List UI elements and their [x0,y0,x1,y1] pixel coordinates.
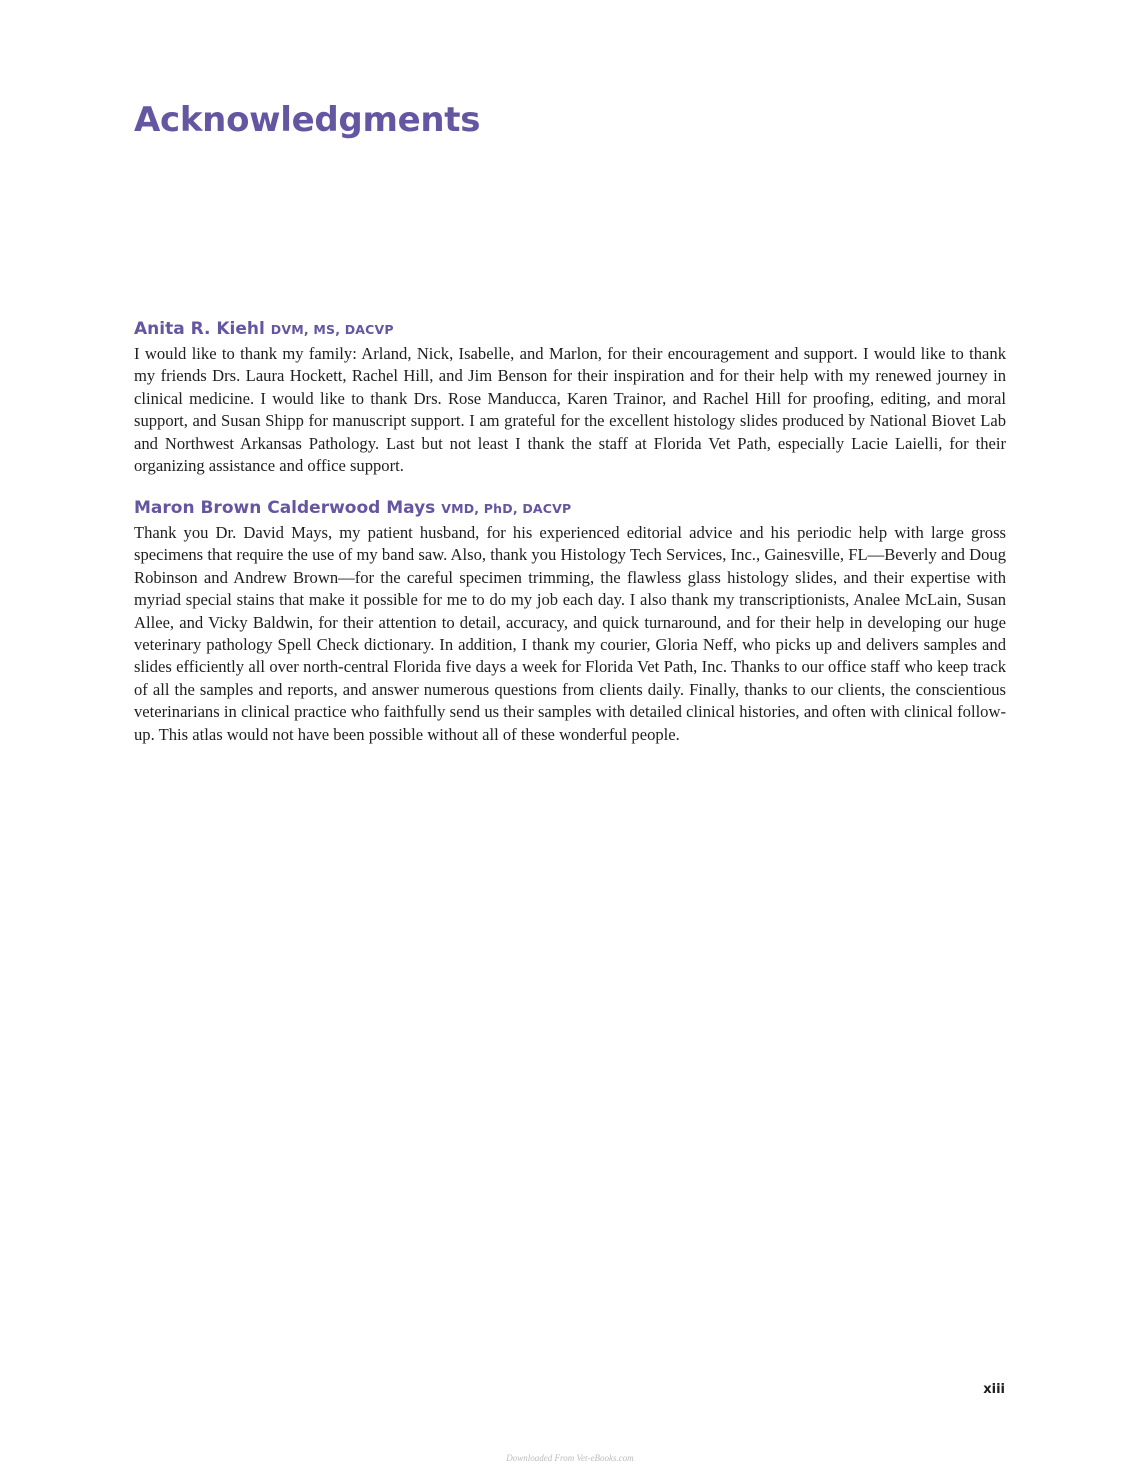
acknowledgment-section-kiehl [134,318,1006,477]
author-name: Maron Brown Calderwood Mays [134,498,436,518]
author-credentials: DVM, MS, DACVP [270,322,394,337]
acknowledgment-section-mays [134,497,1006,746]
author-heading [134,497,1006,520]
acknowledgment-paragraph: Thank you Dr. David Mays, my patient husband, for his experienced editorial advice and his periodic help with large gross specimens that require the use of my band saw. Also, thank you Histology Tech Services, Inc., Gainesville, FL—Beverly and Doug Robinson and Andrew Brown—for the careful specimen trimming, the flawless glass histology slides, and their expertise with myriad special stains that make it possible for me to do my job each day. I also thank my transcriptionists, Analee McLain, Susan Allee, and Vicky Baldwin, for their attention to detail, accuracy, and quick turnaround, and for their help in developing our huge veterinary pathology Spell Check dictionary. In addition, I thank my courier, Gloria Neff, who picks up and delivers samples and slides efficiently all over north-central Florida five days a week for Florida Vet Path, Inc. Thanks to our office staff who keep track of all the samples and reports, and answer numerous questions from clients daily. Finally, thanks to our clients, the conscientious veterinarians in clinical practice who faithfully send us their samples with detailed clinical histories, and often with clinical follow-up. This atlas would not have been possible without all of these wonderful people. [134,523,1006,744]
author-name: Anita R. Kiehl [134,319,265,339]
acknowledgment-paragraph: I would like to thank my family: Arland, Nick, Isabelle, and Marlon, for their encouragement and support. I would like to thank my friends Drs. Laura Hockett, Rachel Hill, and Jim Benson for their inspiration and for their help with my renewed journey in clinical medicine. I would like to thank Drs. Rose Manducca, Karen Trainor, and Rachel Hill for proofing, editing, and moral support, and Susan Shipp for manuscript support. I am grateful for the excellent histology slides produced by National Biovet Lab and Northwest Arkansas Pathology. Last but not least I thank the staff at Florida Vet Path, especially Lacie Laielli, for their organizing assistance and office support. [134,344,1006,476]
page-title: Acknowledgments [134,100,481,140]
author-heading [134,318,1006,341]
page-number: xiii [983,1382,1005,1397]
author-credentials: VMD, PhD, DACVP [441,501,572,516]
footer-watermark: Downloaded From Vet-eBooks.com [506,1453,634,1463]
